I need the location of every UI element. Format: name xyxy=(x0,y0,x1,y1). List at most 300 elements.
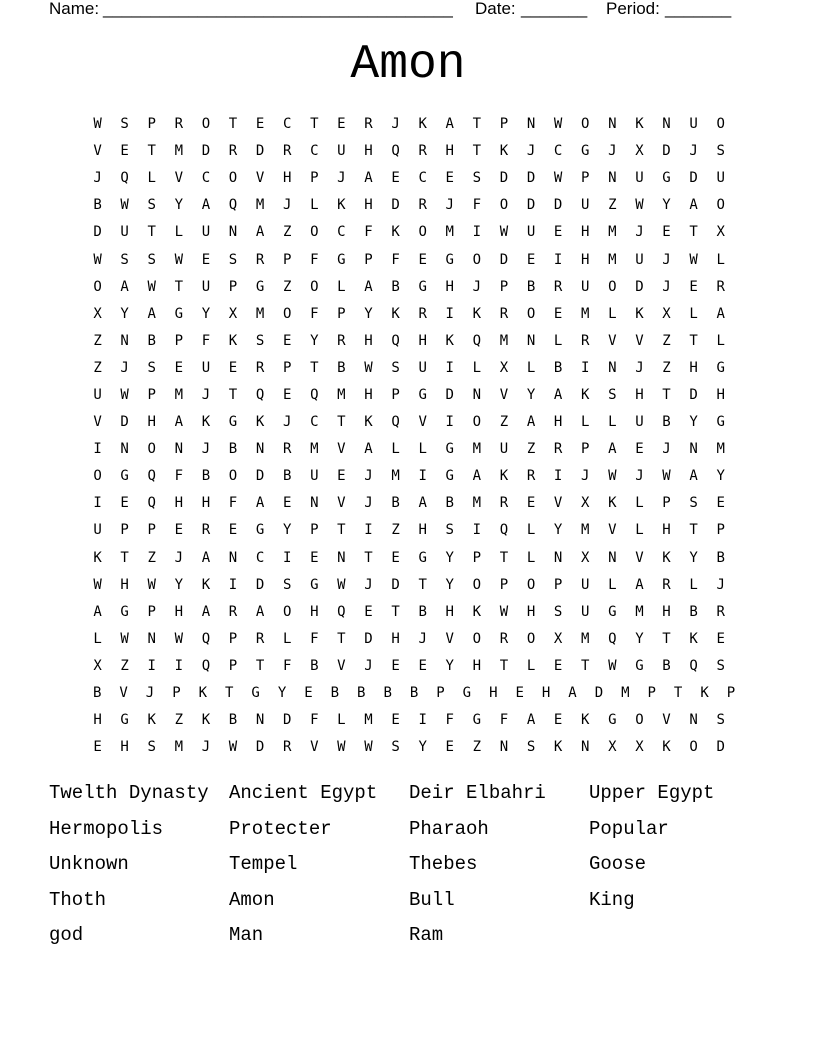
grid-letter[interactable]: P xyxy=(553,576,563,593)
grid-letter[interactable]: M xyxy=(608,224,617,241)
grid-letter[interactable]: O xyxy=(581,116,590,133)
grid-letter[interactable]: R xyxy=(255,359,265,376)
grid-letter[interactable]: L xyxy=(716,332,725,349)
grid-letter[interactable]: N xyxy=(608,549,617,566)
grid-letter[interactable]: H xyxy=(662,522,671,539)
grid-letter[interactable]: N xyxy=(553,549,563,566)
grid-letter[interactable]: I xyxy=(174,657,184,674)
grid-letter[interactable]: F xyxy=(282,657,292,674)
grid-letter[interactable]: Y xyxy=(526,386,536,403)
grid-letter[interactable]: S xyxy=(716,143,725,160)
grid-letter[interactable]: S xyxy=(716,712,725,729)
name-blank[interactable]: _____________________________________ xyxy=(103,0,453,18)
grid-letter[interactable]: U xyxy=(120,224,129,241)
grid-letter[interactable]: I xyxy=(418,468,427,485)
grid-letter[interactable]: U xyxy=(635,170,644,187)
grid-letter[interactable]: J xyxy=(201,441,211,458)
grid-letter[interactable]: T xyxy=(418,576,427,593)
grid-letter[interactable]: O xyxy=(418,224,427,241)
grid-letter[interactable]: T xyxy=(310,359,319,376)
grid-letter[interactable]: Y xyxy=(282,522,292,539)
grid-letter[interactable]: L xyxy=(689,305,698,322)
grid-letter[interactable]: J xyxy=(93,170,102,187)
grid-letter[interactable]: J xyxy=(472,278,482,295)
grid-letter[interactable]: K xyxy=(635,116,644,133)
grid-letter[interactable]: D xyxy=(716,739,725,756)
grid-letter[interactable]: N xyxy=(689,712,698,729)
grid-letter[interactable]: D xyxy=(689,170,698,187)
grid-letter[interactable]: K xyxy=(635,305,644,322)
grid-letter[interactable]: J xyxy=(282,414,292,431)
grid-letter[interactable]: Y xyxy=(174,197,184,214)
grid-letter[interactable]: W xyxy=(689,251,698,268)
grid-letter[interactable]: W xyxy=(174,251,184,268)
grid-letter[interactable]: W xyxy=(608,657,617,674)
grid-letter[interactable]: O xyxy=(472,630,482,647)
grid-letter[interactable]: E xyxy=(716,630,725,647)
grid-letter[interactable]: R xyxy=(201,522,211,539)
grid-letter[interactable]: E xyxy=(120,143,129,160)
grid-letter[interactable]: R xyxy=(526,468,536,485)
grid-letter[interactable]: Q xyxy=(608,630,617,647)
grid-letter[interactable]: I xyxy=(228,576,238,593)
grid-letter[interactable]: C xyxy=(310,143,319,160)
grid-letter[interactable]: O xyxy=(526,305,536,322)
grid-letter[interactable]: K xyxy=(201,414,211,431)
grid-letter[interactable]: V xyxy=(337,657,346,674)
grid-letter[interactable]: C xyxy=(255,549,265,566)
grid-letter[interactable]: G xyxy=(716,414,725,431)
grid-letter[interactable]: B xyxy=(228,712,238,729)
grid-letter[interactable]: N xyxy=(228,549,238,566)
grid-letter[interactable]: N xyxy=(255,712,265,729)
period-blank[interactable]: _______ xyxy=(665,0,732,18)
grid-letter[interactable]: W xyxy=(635,197,644,214)
grid-letter[interactable]: H xyxy=(174,603,184,620)
grid-letter[interactable]: L xyxy=(418,441,427,458)
grid-letter[interactable]: B xyxy=(391,495,400,512)
grid-letter[interactable]: S xyxy=(147,251,156,268)
grid-letter[interactable]: E xyxy=(391,657,400,674)
grid-letter[interactable]: V xyxy=(635,332,644,349)
grid-letter[interactable]: T xyxy=(120,549,129,566)
grid-letter[interactable]: A xyxy=(201,549,211,566)
grid-letter[interactable]: A xyxy=(526,712,536,729)
grid-letter[interactable]: L xyxy=(526,657,536,674)
grid-letter[interactable]: I xyxy=(445,305,454,322)
grid-letter[interactable]: N xyxy=(337,549,346,566)
grid-letter[interactable]: S xyxy=(608,386,617,403)
grid-letter[interactable]: J xyxy=(635,224,644,241)
grid-letter[interactable]: Y xyxy=(445,549,454,566)
grid-letter[interactable]: A xyxy=(635,576,644,593)
grid-letter[interactable]: W xyxy=(120,630,129,647)
grid-letter[interactable]: W xyxy=(93,116,102,133)
grid-letter[interactable]: E xyxy=(553,305,563,322)
grid-letter[interactable]: M xyxy=(174,143,184,160)
grid-letter[interactable]: E xyxy=(282,386,292,403)
grid-letter[interactable]: O xyxy=(716,197,725,214)
grid-letter[interactable]: G xyxy=(662,170,671,187)
grid-letter[interactable]: Y xyxy=(662,197,671,214)
grid-letter[interactable]: E xyxy=(120,495,129,512)
grid-letter[interactable]: X xyxy=(93,305,102,322)
grid-letter[interactable]: K xyxy=(553,739,563,756)
grid-letter[interactable]: E xyxy=(553,657,563,674)
grid-letter[interactable]: F xyxy=(445,712,454,729)
grid-letter[interactable]: P xyxy=(310,170,319,187)
grid-letter[interactable]: M xyxy=(174,386,184,403)
grid-letter[interactable]: B xyxy=(662,657,671,674)
grid-letter[interactable]: B xyxy=(93,197,102,214)
grid-letter[interactable]: U xyxy=(716,170,725,187)
grid-letter[interactable]: D xyxy=(635,278,644,295)
grid-letter[interactable]: T xyxy=(337,630,346,647)
grid-letter[interactable]: F xyxy=(310,712,319,729)
grid-letter[interactable]: V xyxy=(499,386,509,403)
grid-letter[interactable]: L xyxy=(553,332,563,349)
grid-letter[interactable]: Q xyxy=(391,414,400,431)
grid-letter[interactable]: A xyxy=(93,603,102,620)
grid-letter[interactable]: X xyxy=(716,224,725,241)
grid-letter[interactable]: Y xyxy=(635,630,644,647)
grid-letter[interactable]: V xyxy=(445,630,454,647)
grid-letter[interactable]: A xyxy=(445,116,454,133)
grid-letter[interactable]: Q xyxy=(499,522,509,539)
grid-letter[interactable]: H xyxy=(553,414,563,431)
grid-letter[interactable]: Z xyxy=(526,441,536,458)
grid-letter[interactable]: P xyxy=(120,522,129,539)
grid-letter[interactable]: Y xyxy=(364,305,373,322)
grid-letter[interactable]: D xyxy=(93,224,102,241)
grid-letter[interactable]: O xyxy=(93,278,102,295)
grid-letter[interactable]: A xyxy=(364,278,373,295)
grid-letter[interactable]: F xyxy=(364,224,373,241)
grid-letter[interactable]: Q xyxy=(310,386,319,403)
grid-letter[interactable]: V xyxy=(310,739,319,756)
grid-letter[interactable]: M xyxy=(472,441,482,458)
grid-letter[interactable]: J xyxy=(282,197,292,214)
grid-letter[interactable]: S xyxy=(147,359,156,376)
grid-letter[interactable]: Q xyxy=(472,332,482,349)
grid-letter[interactable]: L xyxy=(337,712,346,729)
grid-letter[interactable]: N xyxy=(120,332,129,349)
grid-letter[interactable]: M xyxy=(581,630,590,647)
grid-letter[interactable]: A xyxy=(716,305,725,322)
grid-letter[interactable]: H xyxy=(174,495,184,512)
grid-letter[interactable]: W xyxy=(499,224,509,241)
grid-letter[interactable]: U xyxy=(635,251,644,268)
grid-letter[interactable]: P xyxy=(472,549,482,566)
grid-letter[interactable]: L xyxy=(608,414,617,431)
grid-letter[interactable]: R xyxy=(174,116,184,133)
grid-letter[interactable]: U xyxy=(635,414,644,431)
grid-letter[interactable]: R xyxy=(228,143,238,160)
grid-letter[interactable]: L xyxy=(472,359,482,376)
grid-letter[interactable]: T xyxy=(364,549,373,566)
grid-letter[interactable]: W xyxy=(364,359,373,376)
grid-letter[interactable]: Z xyxy=(282,278,292,295)
grid-letter[interactable]: T xyxy=(472,116,482,133)
grid-letter[interactable]: C xyxy=(337,224,346,241)
grid-letter[interactable]: L xyxy=(337,278,346,295)
grid-letter[interactable]: B xyxy=(409,685,419,702)
grid-letter[interactable]: E xyxy=(228,359,238,376)
grid-letter[interactable]: Q xyxy=(689,657,698,674)
grid-letter[interactable]: G xyxy=(608,712,617,729)
grid-letter[interactable]: A xyxy=(472,468,482,485)
grid-letter[interactable]: J xyxy=(608,143,617,160)
grid-letter[interactable]: X xyxy=(499,359,509,376)
grid-letter[interactable]: V xyxy=(93,414,102,431)
grid-letter[interactable]: S xyxy=(391,359,400,376)
grid-letter[interactable]: E xyxy=(553,224,563,241)
grid-letter[interactable]: E xyxy=(174,522,184,539)
grid-letter[interactable]: J xyxy=(364,576,373,593)
grid-letter[interactable]: I xyxy=(147,657,156,674)
grid-letter[interactable]: E xyxy=(418,251,427,268)
grid-letter[interactable]: N xyxy=(472,386,482,403)
grid-letter[interactable]: N xyxy=(499,739,509,756)
grid-letter[interactable]: K xyxy=(201,576,211,593)
grid-letter[interactable]: K xyxy=(445,332,454,349)
grid-letter[interactable]: B xyxy=(92,685,102,702)
grid-letter[interactable]: A xyxy=(608,441,617,458)
grid-letter[interactable]: R xyxy=(716,603,725,620)
grid-letter[interactable]: L xyxy=(282,630,292,647)
grid-letter[interactable]: H xyxy=(364,332,373,349)
grid-letter[interactable]: T xyxy=(689,224,698,241)
grid-letter[interactable]: L xyxy=(635,522,644,539)
grid-letter[interactable]: Z xyxy=(282,224,292,241)
grid-letter[interactable]: Q xyxy=(147,468,156,485)
grid-letter[interactable]: S xyxy=(147,739,156,756)
grid-letter[interactable]: O xyxy=(147,441,156,458)
grid-letter[interactable]: T xyxy=(228,116,238,133)
grid-letter[interactable]: R xyxy=(553,278,563,295)
grid-letter[interactable]: A xyxy=(120,278,129,295)
grid-letter[interactable]: X xyxy=(662,305,671,322)
grid-letter[interactable]: G xyxy=(635,657,644,674)
grid-letter[interactable]: L xyxy=(174,224,184,241)
grid-letter[interactable]: M xyxy=(445,224,454,241)
grid-letter[interactable]: E xyxy=(337,116,346,133)
grid-letter[interactable]: B xyxy=(553,359,563,376)
grid-letter[interactable]: D xyxy=(255,468,265,485)
grid-letter[interactable]: Y xyxy=(201,305,211,322)
grid-letter[interactable]: T xyxy=(673,685,683,702)
grid-letter[interactable]: X xyxy=(635,143,644,160)
grid-letter[interactable]: N xyxy=(608,359,617,376)
grid-letter[interactable]: R xyxy=(418,197,427,214)
grid-letter[interactable]: S xyxy=(282,576,292,593)
grid-letter[interactable]: A xyxy=(201,197,211,214)
grid-letter[interactable]: J xyxy=(201,739,211,756)
grid-letter[interactable]: Y xyxy=(174,576,184,593)
grid-letter[interactable]: J xyxy=(689,143,698,160)
grid-letter[interactable]: L xyxy=(147,170,156,187)
grid-letter[interactable]: E xyxy=(282,332,292,349)
grid-letter[interactable]: E xyxy=(716,495,725,512)
grid-letter[interactable]: S xyxy=(689,495,698,512)
grid-letter[interactable]: G xyxy=(418,386,427,403)
grid-letter[interactable]: P xyxy=(282,251,292,268)
grid-letter[interactable]: K xyxy=(472,305,482,322)
grid-letter[interactable]: J xyxy=(635,359,644,376)
grid-letter[interactable]: T xyxy=(225,685,234,702)
grid-letter[interactable]: U xyxy=(581,278,590,295)
grid-letter[interactable]: E xyxy=(364,603,373,620)
grid-letter[interactable]: P xyxy=(662,495,671,512)
grid-letter[interactable]: F xyxy=(201,332,211,349)
grid-letter[interactable]: B xyxy=(310,657,319,674)
grid-letter[interactable]: K xyxy=(201,712,211,729)
grid-letter[interactable]: K xyxy=(198,685,208,702)
grid-letter[interactable]: B xyxy=(147,332,156,349)
grid-letter[interactable]: M xyxy=(255,197,265,214)
grid-letter[interactable]: T xyxy=(662,630,671,647)
grid-letter[interactable]: G xyxy=(462,685,472,702)
grid-letter[interactable]: O xyxy=(472,576,482,593)
grid-letter[interactable]: T xyxy=(689,522,698,539)
grid-letter[interactable]: D xyxy=(255,739,265,756)
grid-letter[interactable]: F xyxy=(310,630,319,647)
grid-letter[interactable]: R xyxy=(282,441,292,458)
grid-letter[interactable]: A xyxy=(255,495,265,512)
grid-letter[interactable]: J xyxy=(445,197,454,214)
grid-letter[interactable]: O xyxy=(282,603,292,620)
grid-letter[interactable]: Q xyxy=(337,603,346,620)
grid-letter[interactable]: D xyxy=(553,197,563,214)
grid-letter[interactable]: X xyxy=(228,305,238,322)
grid-letter[interactable]: W xyxy=(120,386,129,403)
grid-letter[interactable]: H xyxy=(120,576,129,593)
grid-letter[interactable]: K xyxy=(228,332,238,349)
grid-letter[interactable]: P xyxy=(436,685,445,702)
grid-letter[interactable]: U xyxy=(418,359,427,376)
grid-letter[interactable]: Y xyxy=(445,657,454,674)
grid-letter[interactable]: G xyxy=(120,468,129,485)
grid-letter[interactable]: K xyxy=(391,224,400,241)
grid-letter[interactable]: G xyxy=(472,712,482,729)
grid-letter[interactable]: X xyxy=(93,657,102,674)
grid-letter[interactable]: X xyxy=(608,739,617,756)
grid-letter[interactable]: G xyxy=(228,414,238,431)
grid-letter[interactable]: A xyxy=(689,197,698,214)
grid-letter[interactable]: B xyxy=(282,468,292,485)
grid-letter[interactable]: M xyxy=(499,332,509,349)
grid-letter[interactable]: C xyxy=(282,116,292,133)
grid-letter[interactable]: R xyxy=(662,576,671,593)
grid-letter[interactable]: E xyxy=(310,549,319,566)
grid-letter[interactable]: B xyxy=(201,468,211,485)
grid-letter[interactable]: V xyxy=(255,170,265,187)
grid-letter[interactable]: J xyxy=(364,657,373,674)
grid-letter[interactable]: N xyxy=(255,441,265,458)
grid-letter[interactable]: S xyxy=(553,603,563,620)
grid-letter[interactable]: E xyxy=(635,441,644,458)
grid-letter[interactable]: K xyxy=(662,549,671,566)
grid-letter[interactable]: Z xyxy=(472,739,482,756)
grid-letter[interactable]: V xyxy=(662,712,671,729)
grid-letter[interactable]: O xyxy=(689,739,698,756)
grid-letter[interactable]: H xyxy=(147,414,156,431)
grid-letter[interactable]: E xyxy=(445,170,454,187)
grid-letter[interactable]: T xyxy=(499,549,509,566)
grid-letter[interactable]: O xyxy=(608,278,617,295)
grid-letter[interactable]: N xyxy=(120,441,129,458)
grid-letter[interactable]: O xyxy=(472,414,482,431)
grid-letter[interactable]: E xyxy=(526,495,536,512)
grid-letter[interactable]: P xyxy=(391,386,400,403)
grid-letter[interactable]: D xyxy=(391,197,400,214)
grid-letter[interactable]: K xyxy=(581,712,590,729)
grid-letter[interactable]: N xyxy=(581,739,590,756)
grid-letter[interactable]: T xyxy=(337,414,346,431)
grid-letter[interactable]: V xyxy=(93,143,102,160)
grid-letter[interactable]: T xyxy=(337,522,346,539)
grid-letter[interactable]: I xyxy=(282,549,292,566)
grid-letter[interactable]: T xyxy=(689,332,698,349)
grid-letter[interactable]: B xyxy=(337,359,346,376)
grid-letter[interactable]: E xyxy=(391,170,400,187)
grid-letter[interactable]: D xyxy=(364,630,373,647)
grid-letter[interactable]: J xyxy=(662,278,671,295)
grid-letter[interactable]: A xyxy=(255,603,265,620)
grid-letter[interactable]: A xyxy=(689,468,698,485)
grid-letter[interactable]: H xyxy=(282,170,292,187)
grid-letter[interactable]: W xyxy=(174,630,184,647)
grid-letter[interactable]: I xyxy=(472,522,482,539)
grid-letter[interactable]: Z xyxy=(120,657,129,674)
grid-letter[interactable]: N xyxy=(608,170,617,187)
grid-letter[interactable]: W xyxy=(120,197,129,214)
grid-letter[interactable]: V xyxy=(608,332,617,349)
grid-letter[interactable]: G xyxy=(445,468,454,485)
grid-letter[interactable]: L xyxy=(310,197,319,214)
grid-letter[interactable]: E xyxy=(255,116,265,133)
grid-letter[interactable]: J xyxy=(391,116,400,133)
grid-letter[interactable]: R xyxy=(499,495,509,512)
grid-letter[interactable]: L xyxy=(689,576,698,593)
grid-letter[interactable]: K xyxy=(255,414,265,431)
grid-letter[interactable]: T xyxy=(499,657,509,674)
grid-letter[interactable]: X xyxy=(635,739,644,756)
grid-letter[interactable]: E xyxy=(174,359,184,376)
grid-letter[interactable]: K xyxy=(337,197,346,214)
grid-letter[interactable]: X xyxy=(553,630,563,647)
grid-letter[interactable]: B xyxy=(357,685,366,702)
grid-letter[interactable]: Z xyxy=(93,359,102,376)
grid-letter[interactable]: F xyxy=(310,251,319,268)
grid-letter[interactable]: M xyxy=(581,522,590,539)
grid-letter[interactable]: S xyxy=(445,522,454,539)
grid-letter[interactable]: L xyxy=(608,576,617,593)
grid-letter[interactable]: Q xyxy=(147,495,156,512)
grid-letter[interactable]: Q xyxy=(201,630,211,647)
grid-letter[interactable]: W xyxy=(93,576,102,593)
grid-letter[interactable]: Z xyxy=(391,522,400,539)
grid-letter[interactable]: H xyxy=(445,603,454,620)
grid-letter[interactable]: P xyxy=(364,251,373,268)
grid-letter[interactable]: R xyxy=(553,441,563,458)
grid-letter[interactable]: Y xyxy=(418,739,427,756)
grid-letter[interactable]: W xyxy=(364,739,373,756)
grid-letter[interactable]: L xyxy=(526,522,536,539)
grid-letter[interactable]: H xyxy=(391,630,400,647)
grid-letter[interactable]: E xyxy=(201,251,211,268)
grid-letter[interactable]: T xyxy=(472,143,482,160)
